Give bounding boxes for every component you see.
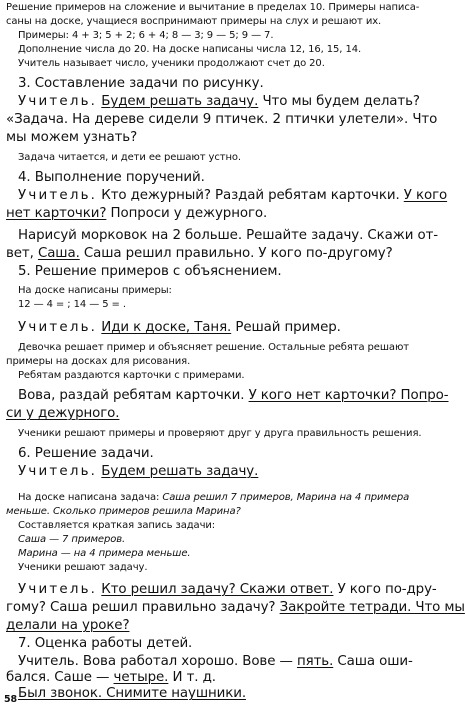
- text-line: саны на доске, учащиеся воспринимают примеры на слух и решают их.: [6, 16, 382, 27]
- section-heading: 4. Выполнение поручений.: [18, 170, 205, 185]
- speech-text: вет,: [6, 246, 38, 261]
- speech-text: Учитель. Вова работал хорошо. Вове —: [18, 654, 297, 669]
- underlined-phrase: пять.: [296, 654, 334, 669]
- text-line: Нарисуй морковок на 2 больше. Решайте задачу. Скажи от-: [18, 228, 439, 243]
- speaker-label: Учитель.: [18, 582, 98, 597]
- underlined-phrase: Будем решать задачу.: [101, 94, 259, 109]
- text-line: [6, 206, 267, 221]
- speaker-label: Учитель.: [18, 464, 98, 479]
- speech-text: У кого по-дру-: [333, 582, 437, 597]
- speech-text: Саша оши-: [333, 654, 413, 669]
- teacher-speech: [18, 464, 258, 479]
- stage-note: Ребятам раздаются карточки с примерами.: [18, 370, 245, 381]
- task-record: Марина — на 4 примера меньше.: [18, 548, 191, 559]
- section-heading: 5. Решение примеров с объяснением.: [18, 264, 282, 279]
- section-heading: 3. Составление задачи по рисунку.: [18, 76, 264, 91]
- underlined-phrase: делали на уроке?: [6, 618, 130, 633]
- speech-text: Что мы будем делать?: [258, 94, 420, 109]
- text-line: [6, 406, 119, 421]
- speech-text: Решай пример.: [231, 320, 341, 335]
- stage-note: На доске написаны примеры:: [18, 285, 172, 296]
- speaker-label: Учитель.: [18, 188, 98, 203]
- underlined-phrase: Саша.: [37, 246, 80, 261]
- text-line: [6, 670, 216, 685]
- stage-note: Ученики решают задачу.: [18, 562, 148, 573]
- text-line: [6, 246, 393, 261]
- stage-note: Задача читается, и дети ее решают устно.: [18, 152, 242, 163]
- underlined-phrase: Закройте тетради. Что мы: [279, 600, 465, 615]
- task-text: меньше. Сколько примеров решила Марина?: [6, 506, 241, 517]
- underlined-phrase: нет карточки?: [6, 206, 107, 221]
- text-line: «Задача. На дереве сидели 9 птичек. 2 птички улетели». Что: [6, 112, 438, 127]
- text-line: [6, 600, 465, 615]
- speech-text: бался. Саше —: [6, 670, 114, 685]
- underlined-phrase: У кого: [403, 188, 448, 203]
- text-line: Учитель называет число, ученики продолжают счет до 20.: [18, 58, 325, 69]
- stage-note: [18, 492, 409, 503]
- section-heading: 7. Оценка работы детей.: [18, 636, 193, 651]
- text-line: [18, 388, 449, 403]
- speech-text: Попроси у дежурного.: [106, 206, 268, 221]
- underlined-phrase: Будем решать задачу.: [101, 464, 259, 479]
- underlined-phrase: Кто решил задачу? Скажи ответ.: [101, 582, 334, 597]
- underlined-phrase: Иди к доске, Таня.: [101, 320, 232, 335]
- teacher-speech: [18, 320, 341, 335]
- task-record: Саша — 7 примеров.: [18, 534, 126, 545]
- stage-note: Девочка решает пример и объясняет решение. Остальные ребята решают: [18, 342, 409, 353]
- teacher-speech: [18, 582, 437, 597]
- note-text: На доске написана задача:: [18, 492, 163, 503]
- stage-note: примеры на досках для рисования.: [6, 356, 191, 367]
- teacher-speech: [18, 94, 420, 109]
- speech-text: Кто дежурный? Раздай ребятам карточки.: [97, 188, 404, 203]
- text-line: [6, 618, 129, 633]
- underlined-phrase: четыре.: [113, 670, 169, 685]
- text-line: Примеры: 4 + 3; 5 + 2; 6 + 4; 8 — 3; 9 — 5; 9 — 7.: [18, 30, 274, 41]
- stage-note: Составляется краткая запись задачи:: [18, 520, 216, 531]
- speaker-label: Учитель.: [18, 320, 98, 335]
- text-line: Решение примеров на сложение и вычитание в пределах 10. Примеры написа-: [6, 2, 420, 13]
- speech-text: И т. д.: [168, 670, 216, 685]
- speech-text: Саша решил правильно. У кого по-другому?: [79, 246, 393, 261]
- text-line: [18, 654, 413, 669]
- text-line: мы можем узнать?: [6, 130, 138, 145]
- task-text: Саша решил 7 примеров, Марина на 4 примера: [162, 492, 410, 503]
- underlined-phrase: У кого нет карточки? Попро-: [248, 388, 449, 403]
- teacher-speech: [18, 188, 447, 203]
- stage-note: 12 — 4 = ; 14 — 5 = .: [18, 299, 126, 310]
- underlined-phrase: си у дежурного.: [6, 406, 120, 421]
- speech-text: Вова, раздай ребятам карточки.: [18, 388, 249, 403]
- speaker-label: Учитель.: [18, 94, 98, 109]
- underlined-phrase: Был звонок. Снимите наушники.: [18, 686, 246, 701]
- text-line: [18, 686, 246, 701]
- stage-note: Ученики решают примеры и проверяют друг у друга правильность решения.: [18, 428, 422, 439]
- speech-text: гому? Саша решил правильно задачу?: [6, 600, 280, 615]
- page-number: 58: [4, 694, 18, 705]
- text-line: Дополнение числа до 20. На доске написаны числа 12, 16, 15, 14.: [18, 44, 362, 55]
- section-heading: 6. Решение задачи.: [18, 446, 154, 461]
